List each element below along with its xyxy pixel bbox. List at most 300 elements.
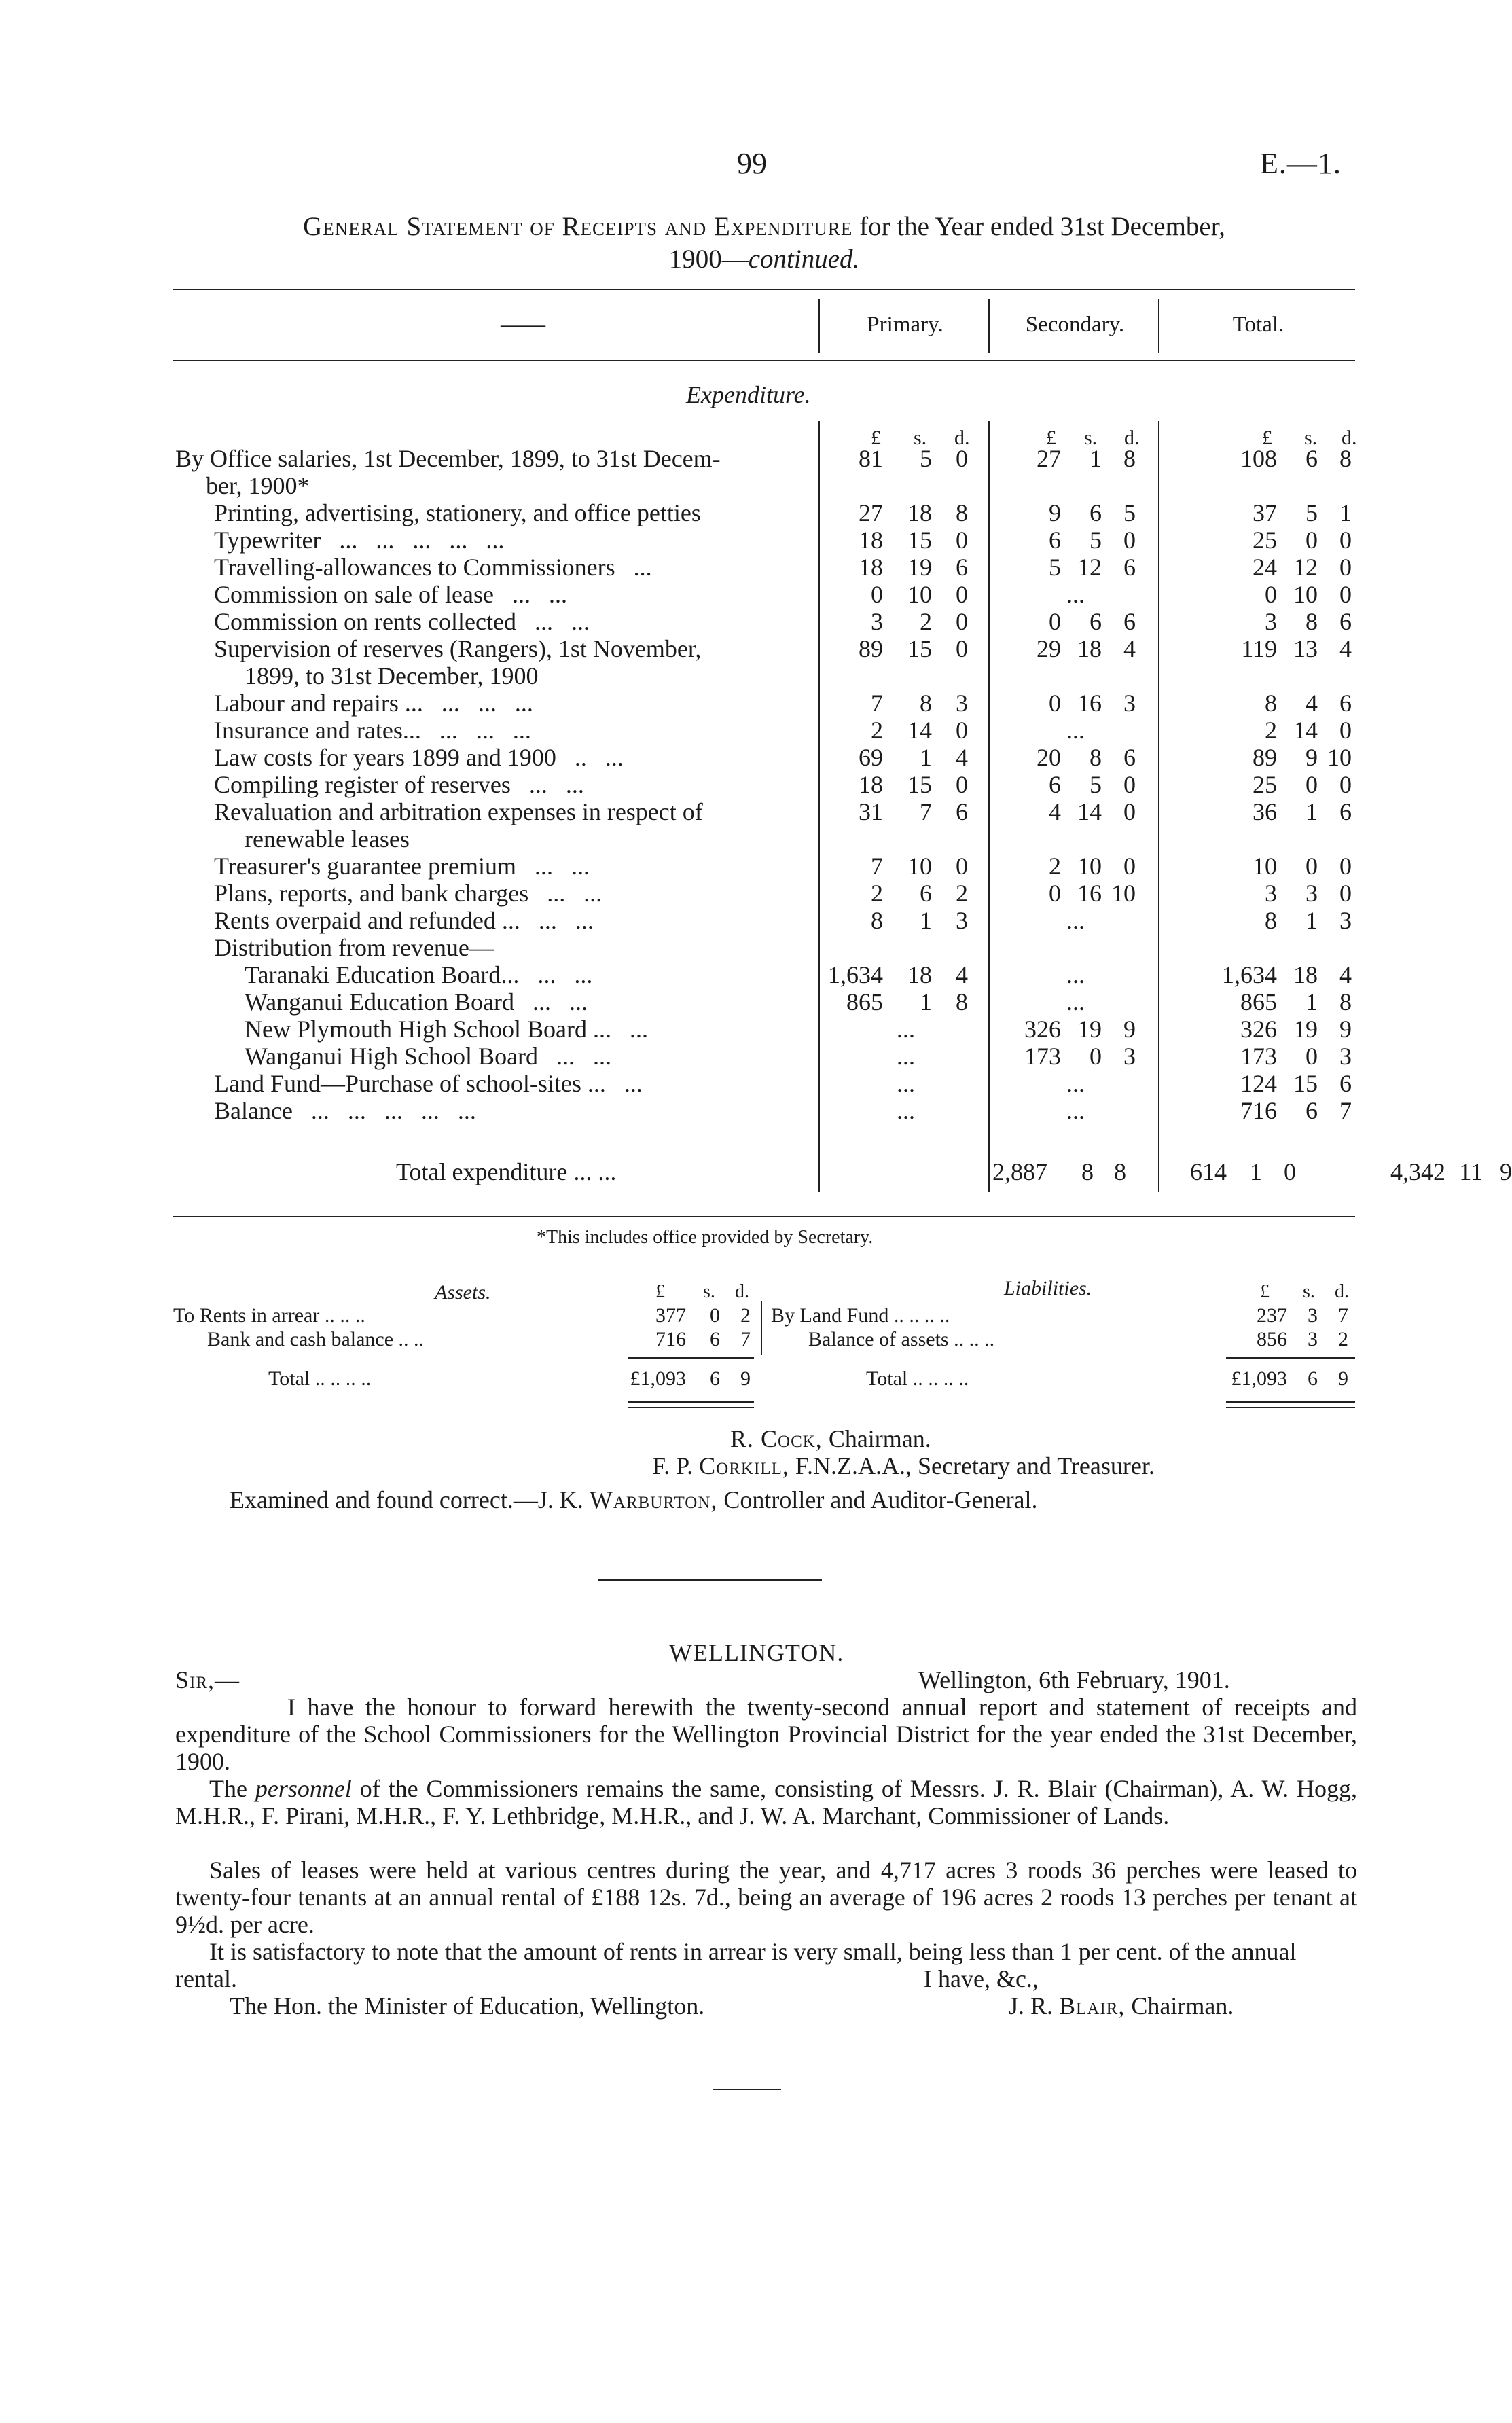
total-shillings: 4 [1306, 689, 1318, 717]
primary-pence: 0 [956, 852, 968, 880]
secondary-pounds: 6 [1049, 771, 1061, 798]
total-secondary-pence: 0 [1284, 1158, 1296, 1185]
row-label: Typewriter ... ... ... ... ... [214, 526, 505, 554]
signature-initials: F. P. [652, 1452, 700, 1479]
total-shillings: 12 [1293, 554, 1318, 581]
row-label: Revaluation and arbitration expenses in respect of [214, 798, 703, 825]
total-pounds: 0 [1265, 581, 1277, 608]
secondary-shillings: 16 [1077, 880, 1102, 907]
total-pence: 10 [1327, 744, 1352, 771]
asset-row: Bank and cash balance .. .. [207, 1328, 425, 1350]
secondary-empty-marker: ... [1066, 1097, 1085, 1124]
total-total-pence: 9 [1500, 1158, 1512, 1185]
primary-shillings: 8 [920, 689, 932, 717]
primary-pounds: 8 [871, 907, 883, 934]
secondary-empty-marker: ... [1066, 907, 1085, 934]
chairman-signature [730, 1424, 931, 1453]
primary-empty-marker: ... [897, 1097, 915, 1124]
unit-pound: £ [655, 1281, 665, 1302]
secondary-pounds: 4 [1049, 798, 1061, 825]
total-pounds: 716 [1240, 1097, 1277, 1124]
primary-pence: 6 [956, 798, 968, 825]
primary-shillings: 2 [920, 608, 932, 635]
secondary-pence: 0 [1123, 852, 1136, 880]
secondary-pence: 0 [1123, 526, 1136, 554]
signature-title: Controller and Auditor-General. [717, 1486, 1038, 1513]
total-pence: 4 [1339, 635, 1352, 662]
primary-pounds: 3 [871, 608, 883, 635]
primary-shillings: 18 [907, 961, 932, 988]
total-total-shillings: 11 [1459, 1158, 1483, 1185]
primary-pence: 0 [956, 445, 968, 472]
expenditure-row [0, 1070, 1508, 1097]
expenditure-row [0, 581, 1508, 608]
secondary-shillings: 14 [1077, 798, 1102, 825]
table-header-rule [173, 360, 1355, 361]
total-pence: 9 [1339, 1016, 1352, 1043]
assets-total-pence: 9 [740, 1367, 751, 1390]
total-pounds: 119 [1241, 635, 1277, 662]
expenditure-row [0, 499, 1508, 526]
letter-paragraph: Sales of leases were held at various centres during the year, and 4,717 acres 3 roods 36 perches were leased to twenty-four tenants at an annual rental of £188 12s. 7d., being an average of 196 acres 2 roods 13 perches per tenant at 9½d. per acre. [175, 1856, 1357, 1938]
secondary-shillings: 6 [1090, 608, 1102, 635]
total-shillings: 0 [1306, 526, 1318, 554]
letter-dateline: Wellington, 6th February, 1901. [918, 1666, 1230, 1693]
secondary-shillings: 12 [1077, 554, 1102, 581]
expenditure-row [0, 852, 1508, 880]
expenditure-row [0, 988, 1508, 1016]
total-pence: 0 [1339, 581, 1352, 608]
row-label: Wanganui Education Board ... ... [245, 988, 588, 1016]
unit-pence: d. [954, 427, 970, 449]
total-shillings: 3 [1306, 880, 1318, 907]
row-label: New Plymouth High School Board ... ... [245, 1016, 648, 1043]
unit-shilling: s. [914, 427, 927, 449]
liabilities-total-shillings: 6 [1308, 1367, 1318, 1390]
row-label: By Office salaries, 1st December, 1899, to 31st Decem- [175, 445, 721, 472]
total-shillings: 1 [1306, 907, 1318, 934]
row-label: Treasurer's guarantee premium ... ... [214, 852, 590, 880]
title-continued: continued. [748, 245, 860, 274]
primary-pence: 0 [956, 635, 968, 662]
secondary-pence: 3 [1123, 1043, 1136, 1070]
title-rest: for the Year ended 31st December, [852, 212, 1225, 241]
total-expenditure-row [175, 1158, 1512, 1185]
unit-pound: £ [1262, 427, 1272, 449]
secondary-pence: 5 [1123, 499, 1136, 526]
total-secondary-shillings: 1 [1250, 1158, 1262, 1185]
letter-text: of the Commissioners remains the same, consisting of Messrs. J. R. Blair (Chairman), A. W. Hogg, M.H.R., F. Pirani, M.H.R., F. Y. Lethbridge, M.H.R., and J. W. A. Marchant, Commissioner of Lands. [175, 1775, 1358, 1829]
primary-empty-marker: ... [897, 1070, 915, 1097]
primary-pounds: 27 [859, 499, 883, 526]
unit-pence: d. [1342, 427, 1357, 449]
total-pounds: 25 [1253, 771, 1277, 798]
secondary-shillings: 5 [1090, 526, 1102, 554]
total-shillings: 8 [1306, 608, 1318, 635]
total-pence: 4 [1339, 961, 1352, 988]
secondary-empty-marker: ... [1066, 961, 1085, 988]
secondary-pounds: 326 [1024, 1016, 1061, 1043]
secondary-pounds: 0 [1049, 880, 1061, 907]
total-pounds: 25 [1253, 526, 1277, 554]
row-label: Insurance and rates... ... ... ... [214, 717, 531, 744]
total-pence: 1 [1339, 499, 1352, 526]
primary-pounds: 7 [871, 689, 883, 717]
assets-total-pounds: £1,093 [630, 1367, 686, 1390]
row-label: Plans, reports, and bank charges ... ... [214, 880, 602, 907]
primary-pence: 0 [956, 717, 968, 744]
secondary-shillings: 6 [1090, 499, 1102, 526]
secondary-pounds: 6 [1049, 526, 1061, 554]
unit-pound: £ [871, 427, 881, 449]
expenditure-row [0, 1043, 1508, 1070]
primary-pounds: 865 [846, 988, 883, 1016]
secondary-shillings: 19 [1077, 1016, 1102, 1043]
total-primary-pounds: 2,887 [992, 1158, 1047, 1185]
secondary-pounds: 0 [1049, 689, 1061, 717]
letter-paragraph [175, 1775, 1357, 1829]
secondary-shillings: 18 [1077, 635, 1102, 662]
asset-value: 7 [740, 1328, 751, 1350]
primary-pence: 0 [956, 608, 968, 635]
row-label: Wanganui High School Board ... ... [245, 1043, 612, 1070]
secondary-shillings: 8 [1090, 744, 1102, 771]
expenditure-row [0, 445, 1508, 499]
expenditure-row [0, 880, 1508, 907]
assets-sum-rule [628, 1357, 754, 1359]
letter-text: The [209, 1775, 255, 1802]
total-primary-shillings: 8 [1081, 1158, 1094, 1185]
secondary-pence: 3 [1123, 689, 1136, 717]
column-header-total: Total. [1232, 312, 1284, 337]
total-pounds: 2 [1265, 717, 1277, 744]
total-secondary-pounds: 614 [1190, 1158, 1227, 1185]
secondary-empty-marker: ... [1066, 1070, 1085, 1097]
primary-pence: 4 [956, 744, 968, 771]
total-pence: 0 [1339, 554, 1352, 581]
row-label-continuation: 1899, to 31st December, 1900 [245, 662, 539, 689]
total-pence: 0 [1339, 771, 1352, 798]
row-label: Compiling register of reserves ... ... [214, 771, 584, 798]
row-label: Balance ... ... ... ... ... [214, 1097, 476, 1124]
secondary-pounds: 9 [1049, 499, 1061, 526]
primary-pence: 6 [956, 554, 968, 581]
signature-name: Blair, [1059, 1992, 1126, 2020]
row-label-continuation: renewable leases [245, 825, 410, 852]
end-rule [713, 2089, 781, 2090]
row-label: Printing, advertising, stationery, and office petties [214, 499, 701, 526]
expenditure-row [0, 961, 1508, 988]
liability-row: By Land Fund .. .. .. .. [771, 1304, 950, 1327]
primary-pounds: 18 [859, 526, 883, 554]
total-shillings: 14 [1293, 717, 1318, 744]
total-shillings: 0 [1306, 1043, 1318, 1070]
total-expenditure-label: Total expenditure ... ... [396, 1158, 617, 1185]
letter-salutation: Sir,— [175, 1666, 240, 1693]
row-label: Travelling-allowances to Commissioners ... [214, 554, 652, 581]
expenditure-row [0, 554, 1508, 581]
asset-value: 2 [740, 1304, 751, 1327]
liability-value: 3 [1308, 1328, 1318, 1350]
table-top-rule [173, 289, 1355, 290]
asset-row: To Rents in arrear .. .. .. [173, 1304, 365, 1327]
secondary-pence: 6 [1123, 554, 1136, 581]
total-total-pounds: 4,342 [1390, 1158, 1445, 1185]
primary-shillings: 19 [907, 554, 932, 581]
primary-shillings: 7 [920, 798, 932, 825]
expenditure-row [0, 635, 1508, 689]
secondary-empty-marker: ... [1066, 988, 1085, 1016]
document-reference: E.—1. [1260, 147, 1342, 180]
expenditure-row [0, 717, 1508, 744]
row-label: Labour and repairs ... ... ... ... [214, 689, 533, 717]
secondary-pence: 9 [1123, 1016, 1136, 1043]
total-pence: 3 [1339, 1043, 1352, 1070]
secondary-pounds: 2 [1049, 852, 1061, 880]
unit-shilling: s. [703, 1281, 715, 1302]
row-label: Commission on rents collected ... ... [214, 608, 590, 635]
total-shillings: 0 [1306, 852, 1318, 880]
signature-title: Chairman. [822, 1425, 931, 1452]
section-heading-expenditure: Expenditure. [686, 381, 811, 408]
title-small-caps: General Statement of Receipts and Expenditure [303, 212, 853, 241]
signature-title: Chairman. [1125, 1992, 1234, 2020]
primary-shillings: 15 [907, 635, 932, 662]
assets-heading: Assets. [435, 1281, 491, 1304]
primary-shillings: 1 [920, 744, 932, 771]
letter-paragraph: I have the honour to forward herewith the twenty-second annual report and statement of receipts and expenditure of the School Commissioners for the Wellington Provincial District for the year ended the 31st December, 1900. [175, 1693, 1357, 1775]
row-label: Law costs for years 1899 and 1900 .. ... [214, 744, 624, 771]
expenditure-row [0, 608, 1508, 635]
col-divider-1 [818, 299, 820, 353]
primary-pence: 0 [956, 526, 968, 554]
total-pounds: 24 [1253, 554, 1277, 581]
primary-pence: 0 [956, 581, 968, 608]
total-shillings: 10 [1293, 581, 1318, 608]
signature-name: R. Cock, [730, 1425, 823, 1452]
col-divider-3 [1158, 299, 1159, 353]
secondary-pounds: 5 [1049, 554, 1061, 581]
unit-pence: d. [1335, 1281, 1349, 1302]
footnote: *This includes office provided by Secretary. [537, 1227, 874, 1248]
primary-pounds: 69 [859, 744, 883, 771]
secondary-pence: 0 [1123, 771, 1136, 798]
signature-initials: J. R. [1009, 1992, 1060, 2020]
expenditure-row [0, 771, 1508, 798]
primary-shillings: 6 [920, 880, 932, 907]
total-pounds: 3 [1265, 880, 1277, 907]
primary-shillings: 1 [920, 907, 932, 934]
total-pounds: 108 [1240, 445, 1277, 472]
total-pence: 7 [1339, 1097, 1352, 1124]
secondary-shillings: 0 [1090, 1043, 1102, 1070]
primary-pounds: 89 [859, 635, 883, 662]
secondary-pence: 8 [1123, 445, 1136, 472]
total-pounds: 865 [1240, 988, 1277, 1016]
title-line2: 1900— [668, 245, 749, 274]
total-shillings: 6 [1306, 1097, 1318, 1124]
primary-pounds: 31 [859, 798, 883, 825]
total-pence: 6 [1339, 608, 1352, 635]
col-divider-2 [988, 299, 990, 353]
total-pence: 0 [1339, 880, 1352, 907]
secondary-pounds: 27 [1037, 445, 1061, 472]
assets-total-shillings: 6 [710, 1367, 720, 1390]
unit-pound: £ [1260, 1281, 1270, 1302]
expenditure-row [0, 526, 1508, 554]
balance-divider [761, 1301, 762, 1355]
primary-pence: 3 [956, 689, 968, 717]
total-shillings: 6 [1306, 445, 1318, 472]
expenditure-row [0, 689, 1508, 717]
total-shillings: 0 [1306, 771, 1318, 798]
primary-pence: 8 [956, 988, 968, 1016]
primary-shillings: 10 [907, 581, 932, 608]
secondary-pence: 6 [1123, 608, 1136, 635]
primary-pounds: 18 [859, 771, 883, 798]
row-label: Distribution from revenue— [214, 934, 494, 961]
table-bottom-rule [173, 1216, 1355, 1217]
expenditure-row [0, 1097, 1508, 1124]
letter-closing: I have, &c., [924, 1965, 1039, 1992]
secretary-signature [652, 1452, 1155, 1480]
secondary-pence: 4 [1123, 635, 1136, 662]
total-pence: 0 [1339, 852, 1352, 880]
column-header-primary: Primary. [867, 312, 943, 337]
primary-pence: 2 [956, 880, 968, 907]
primary-pounds: 2 [871, 717, 883, 744]
total-pounds: 173 [1240, 1043, 1277, 1070]
unit-shilling: s. [1304, 427, 1318, 449]
column-header-secondary: Secondary. [1025, 312, 1125, 337]
liabilities-total-pounds: £1,093 [1231, 1367, 1287, 1390]
asset-value: 377 [655, 1304, 686, 1327]
liabilities-heading: Liabilities. [1004, 1277, 1092, 1299]
statement-title [173, 211, 1355, 276]
letter-italic: personnel [255, 1775, 352, 1802]
total-shillings: 15 [1293, 1070, 1318, 1097]
total-shillings: 9 [1306, 744, 1318, 771]
row-label: Taranaki Education Board... ... ... [245, 961, 593, 988]
total-pounds: 8 [1265, 907, 1277, 934]
total-pounds: 326 [1240, 1016, 1277, 1043]
liabilities-total-label: Total .. .. .. .. [866, 1367, 969, 1390]
secondary-empty-marker: ... [1066, 581, 1085, 608]
liabilities-sum-rule [1226, 1357, 1355, 1359]
signature-name: Corkill, [699, 1452, 789, 1479]
expenditure-row [0, 1016, 1508, 1043]
secondary-shillings: 10 [1077, 852, 1102, 880]
letter-heading: WELLINGTON. [669, 1639, 844, 1666]
primary-pounds: 18 [859, 554, 883, 581]
letter-paragraph: It is satisfactory to note that the amount of rents in arrear is very small, being less than 1 per cent. of the annual rental. [175, 1938, 1297, 1992]
expenditure-row [0, 907, 1508, 934]
assets-double-rule [628, 1401, 754, 1408]
total-pence: 3 [1339, 907, 1352, 934]
primary-pounds: 2 [871, 880, 883, 907]
total-shillings: 13 [1293, 635, 1318, 662]
total-pence: 0 [1339, 526, 1352, 554]
row-label: Commission on sale of lease ... ... [214, 581, 567, 608]
certification-text: Examined and found correct.—J. K. [230, 1486, 590, 1513]
secondary-pounds: 0 [1049, 608, 1061, 635]
secondary-shillings: 1 [1090, 445, 1102, 472]
secondary-pence: 0 [1123, 798, 1136, 825]
secondary-pence: 10 [1111, 880, 1136, 907]
primary-pounds: 7 [871, 852, 883, 880]
total-pence: 6 [1339, 798, 1352, 825]
row-label: Supervision of reserves (Rangers), 1st November, [214, 635, 702, 662]
liability-value: 856 [1257, 1328, 1287, 1350]
total-pounds: 3 [1265, 608, 1277, 635]
total-pence: 8 [1339, 988, 1352, 1016]
liability-row: Balance of assets .. .. .. [808, 1328, 995, 1350]
primary-pence: 4 [956, 961, 968, 988]
asset-value: 6 [710, 1328, 720, 1350]
total-shillings: 5 [1306, 499, 1318, 526]
primary-shillings: 18 [907, 499, 932, 526]
asset-value: 716 [655, 1328, 686, 1350]
primary-pence: 3 [956, 907, 968, 934]
unit-shilling: s. [1084, 427, 1098, 449]
total-shillings: 19 [1293, 1016, 1318, 1043]
primary-pounds: 1,634 [828, 961, 883, 988]
liabilities-double-rule [1226, 1401, 1355, 1408]
liability-value: 3 [1308, 1304, 1318, 1327]
primary-shillings: 15 [907, 771, 932, 798]
asset-value: 0 [710, 1304, 720, 1327]
total-shillings: 1 [1306, 988, 1318, 1016]
total-shillings: 18 [1293, 961, 1318, 988]
primary-pounds: 81 [859, 445, 883, 472]
primary-shillings: 14 [907, 717, 932, 744]
total-pounds: 8 [1265, 689, 1277, 717]
primary-shillings: 15 [907, 526, 932, 554]
unit-pence: d. [735, 1281, 749, 1302]
secondary-pounds: 29 [1037, 635, 1061, 662]
expenditure-row [0, 934, 1508, 961]
unit-pound: £ [1046, 427, 1056, 449]
assets-total-label: Total .. .. .. .. [268, 1367, 372, 1390]
liability-value: 237 [1257, 1304, 1287, 1327]
row-label: Rents overpaid and refunded ... ... ... [214, 907, 594, 934]
total-shillings: 1 [1306, 798, 1318, 825]
page-number: 99 [737, 147, 767, 180]
row-label-continuation: ber, 1900* [206, 472, 310, 499]
header-dash: —— [501, 312, 545, 337]
primary-shillings: 5 [920, 445, 932, 472]
signature-name: Warburton, [589, 1486, 718, 1513]
liabilities-total-pence: 9 [1338, 1367, 1348, 1390]
section-separator [598, 1579, 822, 1581]
secondary-pounds: 20 [1037, 744, 1061, 771]
total-pounds: 89 [1253, 744, 1277, 771]
primary-pounds: 0 [871, 581, 883, 608]
total-pence: 6 [1339, 1070, 1352, 1097]
unit-pence: d. [1124, 427, 1140, 449]
total-pounds: 37 [1253, 499, 1277, 526]
total-pounds: 1,634 [1222, 961, 1277, 988]
primary-empty-marker: ... [897, 1043, 915, 1070]
total-pounds: 124 [1240, 1070, 1277, 1097]
total-primary-pence: 8 [1114, 1158, 1126, 1185]
primary-pence: 8 [956, 499, 968, 526]
row-label: Land Fund—Purchase of school-sites ... ... [214, 1070, 643, 1097]
primary-shillings: 1 [920, 988, 932, 1016]
secondary-pounds: 173 [1024, 1043, 1061, 1070]
letter-signature [1009, 1992, 1234, 2020]
liability-value: 7 [1338, 1304, 1348, 1327]
